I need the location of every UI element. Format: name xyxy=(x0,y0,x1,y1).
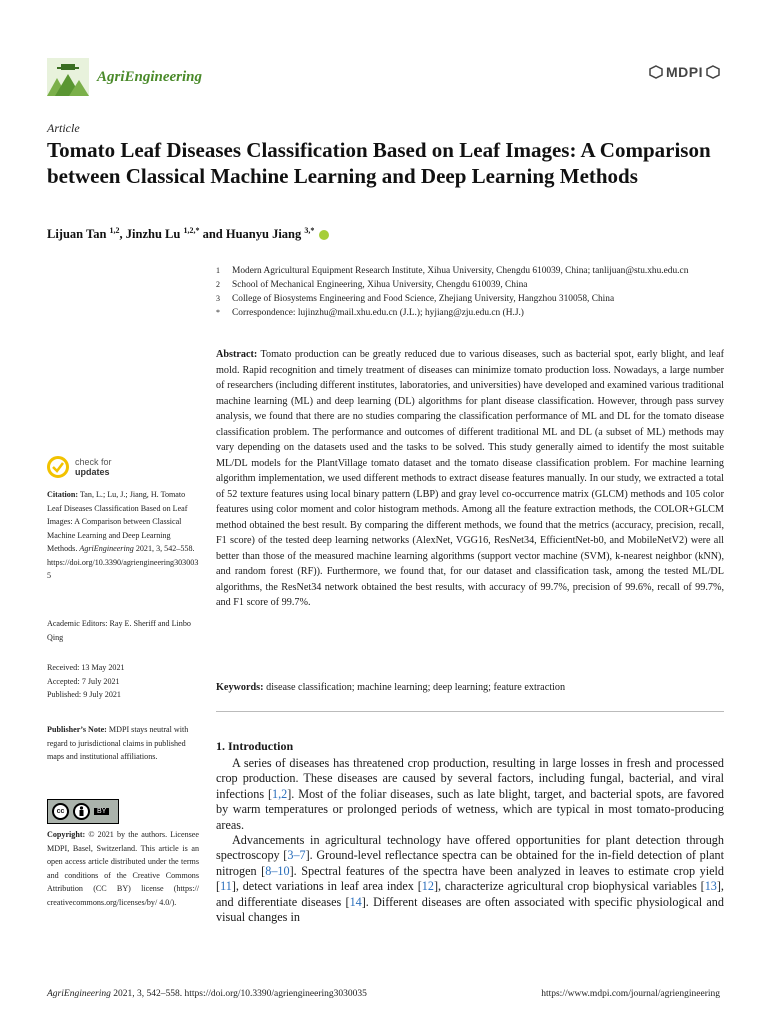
check-updates-icon xyxy=(47,456,69,478)
affiliation-item: 2 School of Mechanical Engineering, Xihua University, Chengdu 610039, China xyxy=(216,280,528,290)
attribution-icon xyxy=(73,803,90,820)
publisher-name: MDPI xyxy=(666,64,703,80)
citation-link[interactable]: 12 xyxy=(421,879,434,894)
abstract-label: Abstract: xyxy=(216,349,258,360)
author-list: Lijuan Tan $^{1,2}$, Jinzhu Lu $^{1,2,*}$ and Huanyu Jiang $^{3,*}$ xyxy=(47,226,329,242)
footer-citation: AgriEngineering 2021, 3, 542–558. https://doi.org/10.3390/agriengineering3030035 xyxy=(47,989,367,999)
citation-link[interactable]: 14 xyxy=(349,894,362,909)
author-affiliation-mark: 3,* xyxy=(304,226,315,235)
paragraph: Advancements in agricultural technology have offered opportunities for plant detection through spectroscopy [3–7]. Ground-level reflectance spectra can be obtained for the in-field detection of plant nitrogen [8–10]. Spectral features of the spectra have been analyzed in leaves to estimate crop yield [11], detect variations in leaf area index [12], characterize agricultural crop biophysical variables [13], and differentiate diseases [14]. Different diseases are often associated with specific physiological and visual changes in xyxy=(216,833,725,925)
journal-header xyxy=(47,58,202,96)
divider xyxy=(216,711,724,712)
citation-link[interactable]: 13 xyxy=(704,879,717,894)
author-affiliation-mark: 1,2,* xyxy=(183,226,200,235)
dates-block xyxy=(47,661,199,702)
citation-label: Citation: xyxy=(47,490,79,499)
keywords-text: disease classification; machine learning; deep learning; feature extraction xyxy=(266,682,566,693)
copyright-block: Copyright: © 2021 by the authors. Licensee MDPI, Basel, Switzerland. This article is an open access article distributed under the terms and conditions of the Creative Commons Attribution (CC BY) license (https:// creativecommons.org/licenses/by/ 4.0/). xyxy=(47,830,199,907)
abstract-text: Tomato production can be greatly reduced due to various diseases, such as bacterial spot, early blight, and leaf mold. Rapid recognition and timely treatment of diseases can minimize tomato production loss. Nowadays, a large number of researchers (including different institutes, laboratories, and universities) have developed and examined various traditional machine learning (ML) and deep learning (DL) algorithms for plant disease classification. However, through pass survey analysis, we found that there are no studies comparing the classification performance of ML and DL for the tomato disease classification problem. The performance and outcomes of different traditional ML and DL (a subset of ML) methods may vary depending on the datasets used and the tasks to be solved. This study generally aimed to identify the most suitable ML/DL models for the PlantVillage tomato dataset and the tomato disease classification problem. For machine learning algorithm implementation, we used different methods to extract disease features manually. In our study, we extracted a total of 52 texture features using local binary pattern (LBP) and gray level co-occurrence matrix (GLCM) methods and 105 color features using color moment and color histogram methods. Among all the feature extraction methods, the COLOR+GLCM method obtained the best result. By comparing the different methods, we found that the metrics (accuracy, precision, recall, F1 score) of the tested deep learning networks (AlexNet, VGG16, ResNet34, EfficientNet-b0, and MobileNetV2) were all better than those of the measured machine learning algorithms (support vector machine (SVM), k-nearest neighbor (kNN), and random forest (RF)). Furthermore, we found that, for our dataset and classification task, among the tested ML/DL algorithms, the ResNet34 network obtained the best results, with accuracy of 99.7%, precision of 99.6%, recall of 99.7%, and F1 score of 99.7%. xyxy=(216,349,724,608)
footer-journal-link[interactable]: https://www.mdpi.com/journal/agriengineering xyxy=(541,989,720,999)
author-name: Huanyu Jiang xyxy=(225,227,302,242)
citation-link[interactable]: 3–7 xyxy=(287,848,306,863)
article-type: Article xyxy=(47,121,80,135)
affiliations xyxy=(216,264,726,320)
citation-block: Citation: Tan, L.; Lu, J.; Jiang, H. Tomato Leaf Diseases Classification Based on Leaf Images: A Comparison between Classical Machine Learning and Deep Learning Methods. AgriEngineering 2021, 3, 542–558. https://doi.org/10.3390/agriengineering3030035 xyxy=(47,490,199,580)
author-name: Jinzhu Lu xyxy=(125,227,181,242)
abstract xyxy=(216,347,724,611)
publisher-note: Publisher’s Note: MDPI stays neutral with regard to jurisdictional claims in published maps and institutional affiliations. xyxy=(47,725,189,761)
affiliation-item: 3 College of Biosystems Engineering and Food Science, Zhejiang University, Hangzhou 310058, China xyxy=(216,294,615,304)
mdpi-icon-right xyxy=(706,65,720,79)
academic-editors: Academic Editors: Ray E. Sheriff and Linbo Qing xyxy=(47,619,191,642)
cc-icon: cc xyxy=(52,803,69,820)
check-for-updates-button[interactable]: check for updates xyxy=(47,456,112,478)
accepted-date: Accepted: 7 July 2021 xyxy=(47,676,120,686)
journal-name: AgriEngineering xyxy=(97,68,203,85)
citation-journal: AgriEngineering xyxy=(79,544,134,553)
author-name: Lijuan Tan xyxy=(47,227,107,242)
keywords-label: Keywords: xyxy=(216,682,264,693)
introduction-text xyxy=(216,756,724,925)
affiliation-item: 1 Modern Agricultural Equipment Research Institute, Xihua University, Chengdu 610039, China; tanlijuan@stu.xhu.edu.cn xyxy=(216,266,689,276)
published-date: Published: 9 July 2021 xyxy=(47,690,121,699)
citation-link[interactable]: 1,2 xyxy=(272,786,288,801)
citation-doi-link[interactable]: https://doi.org/10.3390/agriengineering3030035 xyxy=(47,557,199,580)
citation-link[interactable]: 8–10 xyxy=(265,863,290,878)
mdpi-icon xyxy=(649,65,663,79)
publisher-logo xyxy=(649,64,720,80)
keywords xyxy=(216,680,724,695)
paragraph: A series of diseases has threatened crop production, resulting in large losses in fresh and processed crop production. These diseases are caused by several factors, including fungal, bacterial, and viral infections [1,2]. Most of the foliar diseases, such as late blight, target, and bacterial spots, are favored by warm temperatures or prolonged periods of wetness, which are typical in most tomato-producing areas. xyxy=(216,756,725,832)
cc-license-badge[interactable] xyxy=(47,799,119,824)
orcid-icon[interactable] xyxy=(319,230,329,240)
author-affiliation-mark: 1,2 xyxy=(109,226,120,235)
section-heading: 1. Introduction xyxy=(216,739,294,753)
tractor-field-icon xyxy=(47,58,89,96)
received-date: Received: 13 May 2021 xyxy=(47,663,125,672)
page-title: Tomato Leaf Diseases Classification Based on Leaf Images: A Comparison between Classical Machine Learning and Deep Learning Methods xyxy=(47,138,711,188)
citation-link[interactable]: 11 xyxy=(220,879,232,894)
affiliation-item: * Correspondence: lujinzhu@mail.xhu.edu.cn (J.L.); hyjiang@zju.edu.cn (H.J.) xyxy=(216,308,524,318)
cc-by-label: BY xyxy=(94,808,109,815)
